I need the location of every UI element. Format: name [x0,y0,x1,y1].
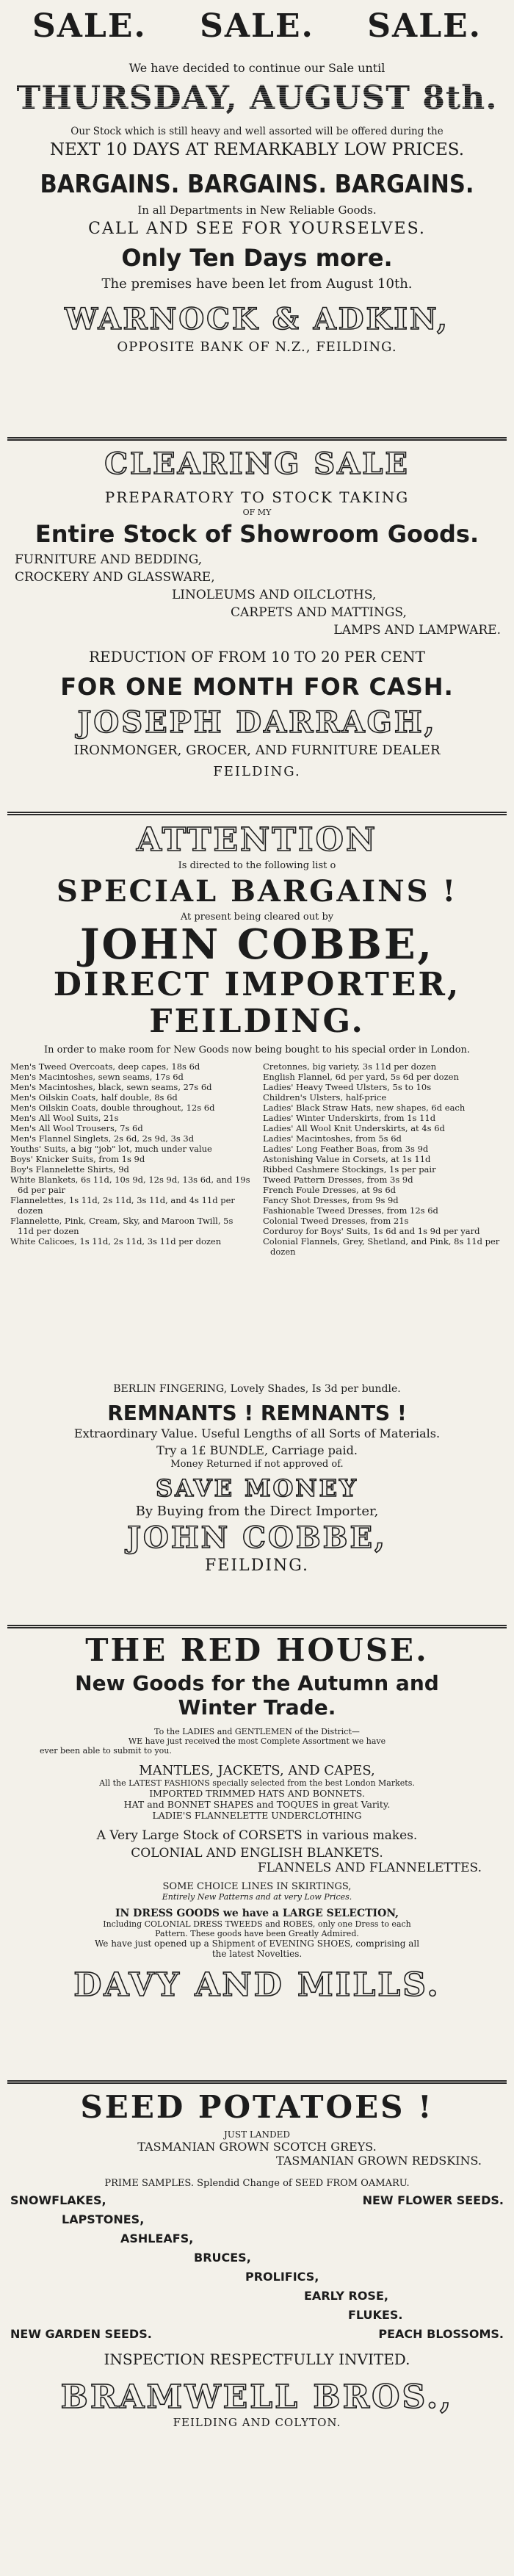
cobbe-returned: Money Returned if not approved of. [170,1459,344,1470]
seed-early-rose: EARLY ROSE, [304,2289,388,2303]
cobbe-special-bargains: SPECIAL BARGAINS ! [56,874,457,909]
price-item: Men's Flannel Singlets, 2s 6d, 2s 9d, 3s 3d [10,1133,195,1144]
cobbe-directed: Is directed to the following list o [178,860,336,871]
price-item: Colonial Flannels, Grey, Shetland, and Pink, 8s 11d per dozen [263,1236,500,1257]
cobbe-save-money: SAVE MONEY [156,1474,358,1502]
cobbe-name-footer: JOHN COBBE, [127,1520,387,1555]
seed-title: SEED POTATOES ! [80,2089,434,2125]
sale-intro: We have decided to continue our Sale until [128,61,386,75]
clearing-line-crockery: CROCKERY AND GLASSWARE, [15,570,215,585]
seed-bruces: BRUCES, [194,2251,251,2265]
red-house-new-goods: New Goods for the Autumn and [75,1671,439,1695]
red-house-blankets: COLONIAL AND ENGLISH BLANKETS. [131,1846,383,1861]
sale-word-2: SALE. [200,7,314,45]
red-house-winter: Winter Trade. [178,1695,336,1720]
red-house-dress: IN DRESS GOODS we have a LARGE SELECTION, [115,1908,399,1919]
cobbe-bargains-ad [10,821,504,1622]
cobbe-town-footer: FEILDING. [205,1556,309,1575]
sale-next-days: NEXT 10 DAYS AT REMARKABLY LOW PRICES. [49,140,465,159]
sale-ten-days: Only Ten Days more. [121,244,393,272]
price-item: Boys' Knicker Suits, from 1s 9d [10,1154,145,1164]
cobbe-right-column [263,1061,504,1377]
cobbe-attention: ATTENTION [136,821,378,859]
clearing-town: FEILDING. [213,764,301,779]
red-house-flannelette: LADIE'S FLANNELETTE UNDERCLOTHING [152,1810,362,1821]
price-item: White Calicoes, 1s 11d, 2s 11d, 3s 11d per dozen [10,1236,222,1246]
price-item: Fashionable Tweed Dresses, from 12s 6d [263,1205,438,1216]
red-house-mantles: MANTLES, JACKETS, AND CAPES, [139,1763,375,1778]
sale-premises: The premises have been let from August 10th. [101,276,413,292]
cobbe-left-column [10,1061,251,1377]
price-item: Boy's Flannelette Shirts, 9d [10,1164,129,1175]
price-item: Corduroy for Boys' Suits, 1s 6d and 1s 9d per yard [263,1226,480,1236]
clearing-one-month: FOR ONE MONTH FOR CASH. [60,673,454,701]
cobbe-town: FEILDING. [149,1003,365,1040]
red-house-fashions: All the LATEST FASHIONS specially selected from the best London Markets. [99,1778,415,1788]
sale-banner [10,7,504,45]
price-item: Men's Macintoshes, sewn seams, 17s 6d [10,1072,184,1082]
price-item: English Flannel, 6d per yard, 5s 6d per dozen [263,1072,459,1082]
clearing-line-lamps: LAMPS AND LAMPWARE. [333,623,501,638]
red-house-pattern: Pattern. These goods have been Greatly Admired. [155,1929,359,1938]
seed-varieties [10,2193,504,2377]
section-divider [7,437,507,441]
cobbe-present: At present being cleared out by [180,912,334,923]
cobbe-price-columns [10,1061,504,1377]
red-house-received: WE have just received the most Complete Assortment we have [128,1736,386,1746]
price-item: Men's All Wool Suits, 21s [10,1113,119,1123]
sale-word-1: SALE. [32,7,147,45]
seed-peach: PEACH BLOSSOMS. [378,2327,504,2341]
darragh-clearing-sale-ad [10,447,504,807]
price-item: Men's Tweed Overcoats, deep capes, 18s 6d [10,1061,200,1072]
price-item: Men's Oilskin Coats, half double, 8s 6d [10,1092,178,1103]
seed-prime: PRIME SAMPLES. Splendid Change of SEED FROM OAMARU. [104,2178,410,2189]
seed-town: FEILDING AND COLYTON. [173,2416,341,2429]
sale-word-3: SALE. [367,7,482,45]
sale-firm-name: WARNOCK & ADKIN, [65,302,449,336]
price-item: White Blankets, 6s 11d, 10s 9d, 12s 9d, 13s 6d, and 19s 6d per pair [10,1175,250,1195]
clearing-line-linoleums: LINOLEUMS AND OILCLOTHS, [172,588,377,602]
red-house-ad [10,1632,504,2077]
price-item: Men's All Wool Trousers, 7s 6d [10,1123,143,1133]
clearing-entire-stock: Entire Stock of Showroom Goods. [35,520,479,548]
red-house-firm: DAVY AND MILLS. [73,1966,441,2004]
cobbe-order-note: In order to make room for New Goods now being bought to his special order in London. [43,1045,471,1056]
price-item: Flannelettes, 1s 11d, 2s 11d, 3s 11d, and 4s 11d per dozen [10,1195,235,1216]
seed-firm: BRAMWELL BROS., [60,2378,454,2416]
clearing-goods-list [10,552,504,645]
price-item: Astonishing Value in Corsets, at 1s 11d [263,1154,431,1164]
cobbe-bundle: Try a 1£ BUNDLE, Carriage paid. [156,1443,358,1457]
red-house-patterns: Entirely New Patterns and at very Low Prices. [162,1892,352,1902]
clearing-line-furniture: FURNITURE AND BEDDING, [15,552,203,567]
price-item: Ladies' Winter Underskirts, from 1s 11d [263,1113,436,1123]
seed-greys: TASMANIAN GROWN SCOTCH GREYS. [137,2140,377,2154]
price-item: Ladies' Macintoshes, from 5s 6d [263,1133,402,1144]
bramwell-seed-potatoes-ad [10,2089,504,2571]
sale-bargains: BARGAINS. BARGAINS. BARGAINS. [40,170,474,199]
clearing-of-my: OF MY [242,508,272,517]
red-house-skirtings: SOME CHOICE LINES IN SKIRTINGS, [162,1881,352,1892]
clearing-trade: IRONMONGER, GROCER, AND FURNITURE DEALER [73,743,441,758]
seed-inspection: INSPECTION RESPECTFULLY INVITED. [104,2350,410,2368]
clearing-line-carpets: CARPETS AND MATTINGS, [231,605,407,620]
clearing-name: JOSEPH DARRAGH, [77,705,437,740]
sale-date: THURSDAY, AUGUST 8th. [10,79,504,117]
price-item: Cretonnes, big variety, 3s 11d per dozen [263,1061,437,1072]
red-house-trimmed: IMPORTED TRIMMED HATS AND BONNETS. [149,1788,365,1799]
price-item: Ladies' Black Straw Hats, new shapes, 6d each [263,1103,466,1113]
cobbe-buying: By Buying from the Direct Importer, [135,1504,379,1519]
sale-stock-text: Our Stock which is still heavy and well assorted will be offered during the [70,126,444,137]
price-item: Children's Ulsters, half-price [263,1092,387,1103]
price-item: Men's Oilskin Coats, double throughout, 12s 6d [10,1103,215,1113]
price-item: Ribbed Cashmere Stockings, 1s per pair [263,1164,436,1175]
price-item: Colonial Tweed Dresses, from 21s [263,1216,409,1226]
red-house-evening: We have just opened up a Shipment of EVENING SHOES, comprising all [94,1938,420,1949]
red-house-submit: ever been able to submit to you. [40,1746,172,1756]
sale-address: OPPOSITE BANK OF N.Z., FEILDING. [117,339,397,355]
red-house-including: Including COLONIAL DRESS TWEEDS and ROBES, only one Dress to each [103,1919,411,1929]
price-item: Ladies' All Wool Knit Underskirts, at 4s 6d [263,1123,445,1133]
clearing-title: CLEARING SALE [104,447,410,481]
seed-snowflakes: SNOWFLAKES, [10,2193,106,2207]
section-divider [7,1625,507,1628]
red-house-hat: HAT and BONNET SHAPES and TOQUES in great Varity. [123,1799,391,1810]
section-divider [7,2080,507,2084]
clearing-preparatory: PREPARATORY TO STOCK TAKING [104,488,410,506]
cobbe-extraordinary: Extraordinary Value. Useful Lengths of all Sorts of Materials. [73,1426,441,1440]
seed-flower: NEW FLOWER SEEDS. [362,2193,504,2207]
seed-ashleafs: ASHLEAFS, [120,2232,194,2245]
red-house-corsets: A Very Large Stock of CORSETS in various makes. [96,1828,418,1843]
red-house-novelties: the latest Novelties. [211,1949,303,1959]
price-item: Fancy Shot Dresses, from 9s 9d [263,1195,399,1205]
price-item: Ladies' Heavy Tweed Ulsters, 5s to 10s [263,1082,432,1092]
cobbe-name: JOHN COBBE, [79,920,435,969]
cobbe-importer: DIRECT IMPORTER, [53,966,461,1003]
cobbe-remnants: REMNANTS ! REMNANTS ! [107,1401,407,1425]
price-item: Ladies' Long Feather Boas, from 3s 9d [263,1144,429,1154]
cobbe-berlin: BERLIN FINGERING, Lovely Shades, Is 3d per bundle. [113,1383,401,1395]
clearing-reduction: REDUCTION OF FROM 10 TO 20 PER CENT [88,648,426,665]
seed-landed: JUST LANDED [223,2129,291,2140]
seed-prolifics: PROLIFICS, [245,2270,319,2284]
seed-flukes: FLUKES. [348,2308,403,2322]
red-house-title: THE RED HOUSE. [85,1632,429,1668]
warnock-adkin-sale-ad [10,7,504,433]
sale-call: CALL AND SEE FOR YOURSELVES. [88,220,426,238]
section-divider [7,812,507,815]
price-item: Flannelette, Pink, Cream, Sky, and Maroon Twill, 5s 11d per dozen [10,1216,234,1236]
price-item: Tweed Pattern Dresses, from 3s 9d [263,1175,413,1185]
price-item: Youths' Suits, a big "job" lot, much under value [10,1144,212,1154]
red-house-to-ladies: To the LADIES and GENTLEMEN of the District— [154,1727,360,1736]
red-house-flannels: FLANNELS AND FLANNELETTES. [257,1861,482,1875]
seed-lapstones: LAPSTONES, [62,2212,145,2226]
sale-departments: In all Departments in New Reliable Goods. [137,203,377,217]
price-item: Men's Macintoshes, black, sewn seams, 27s 6d [10,1082,212,1092]
seed-garden: NEW GARDEN SEEDS. [10,2327,152,2341]
seed-redskins: TASMANIAN GROWN REDSKINS. [276,2154,482,2168]
price-item: French Foule Dresses, at 9s 6d [263,1185,397,1195]
